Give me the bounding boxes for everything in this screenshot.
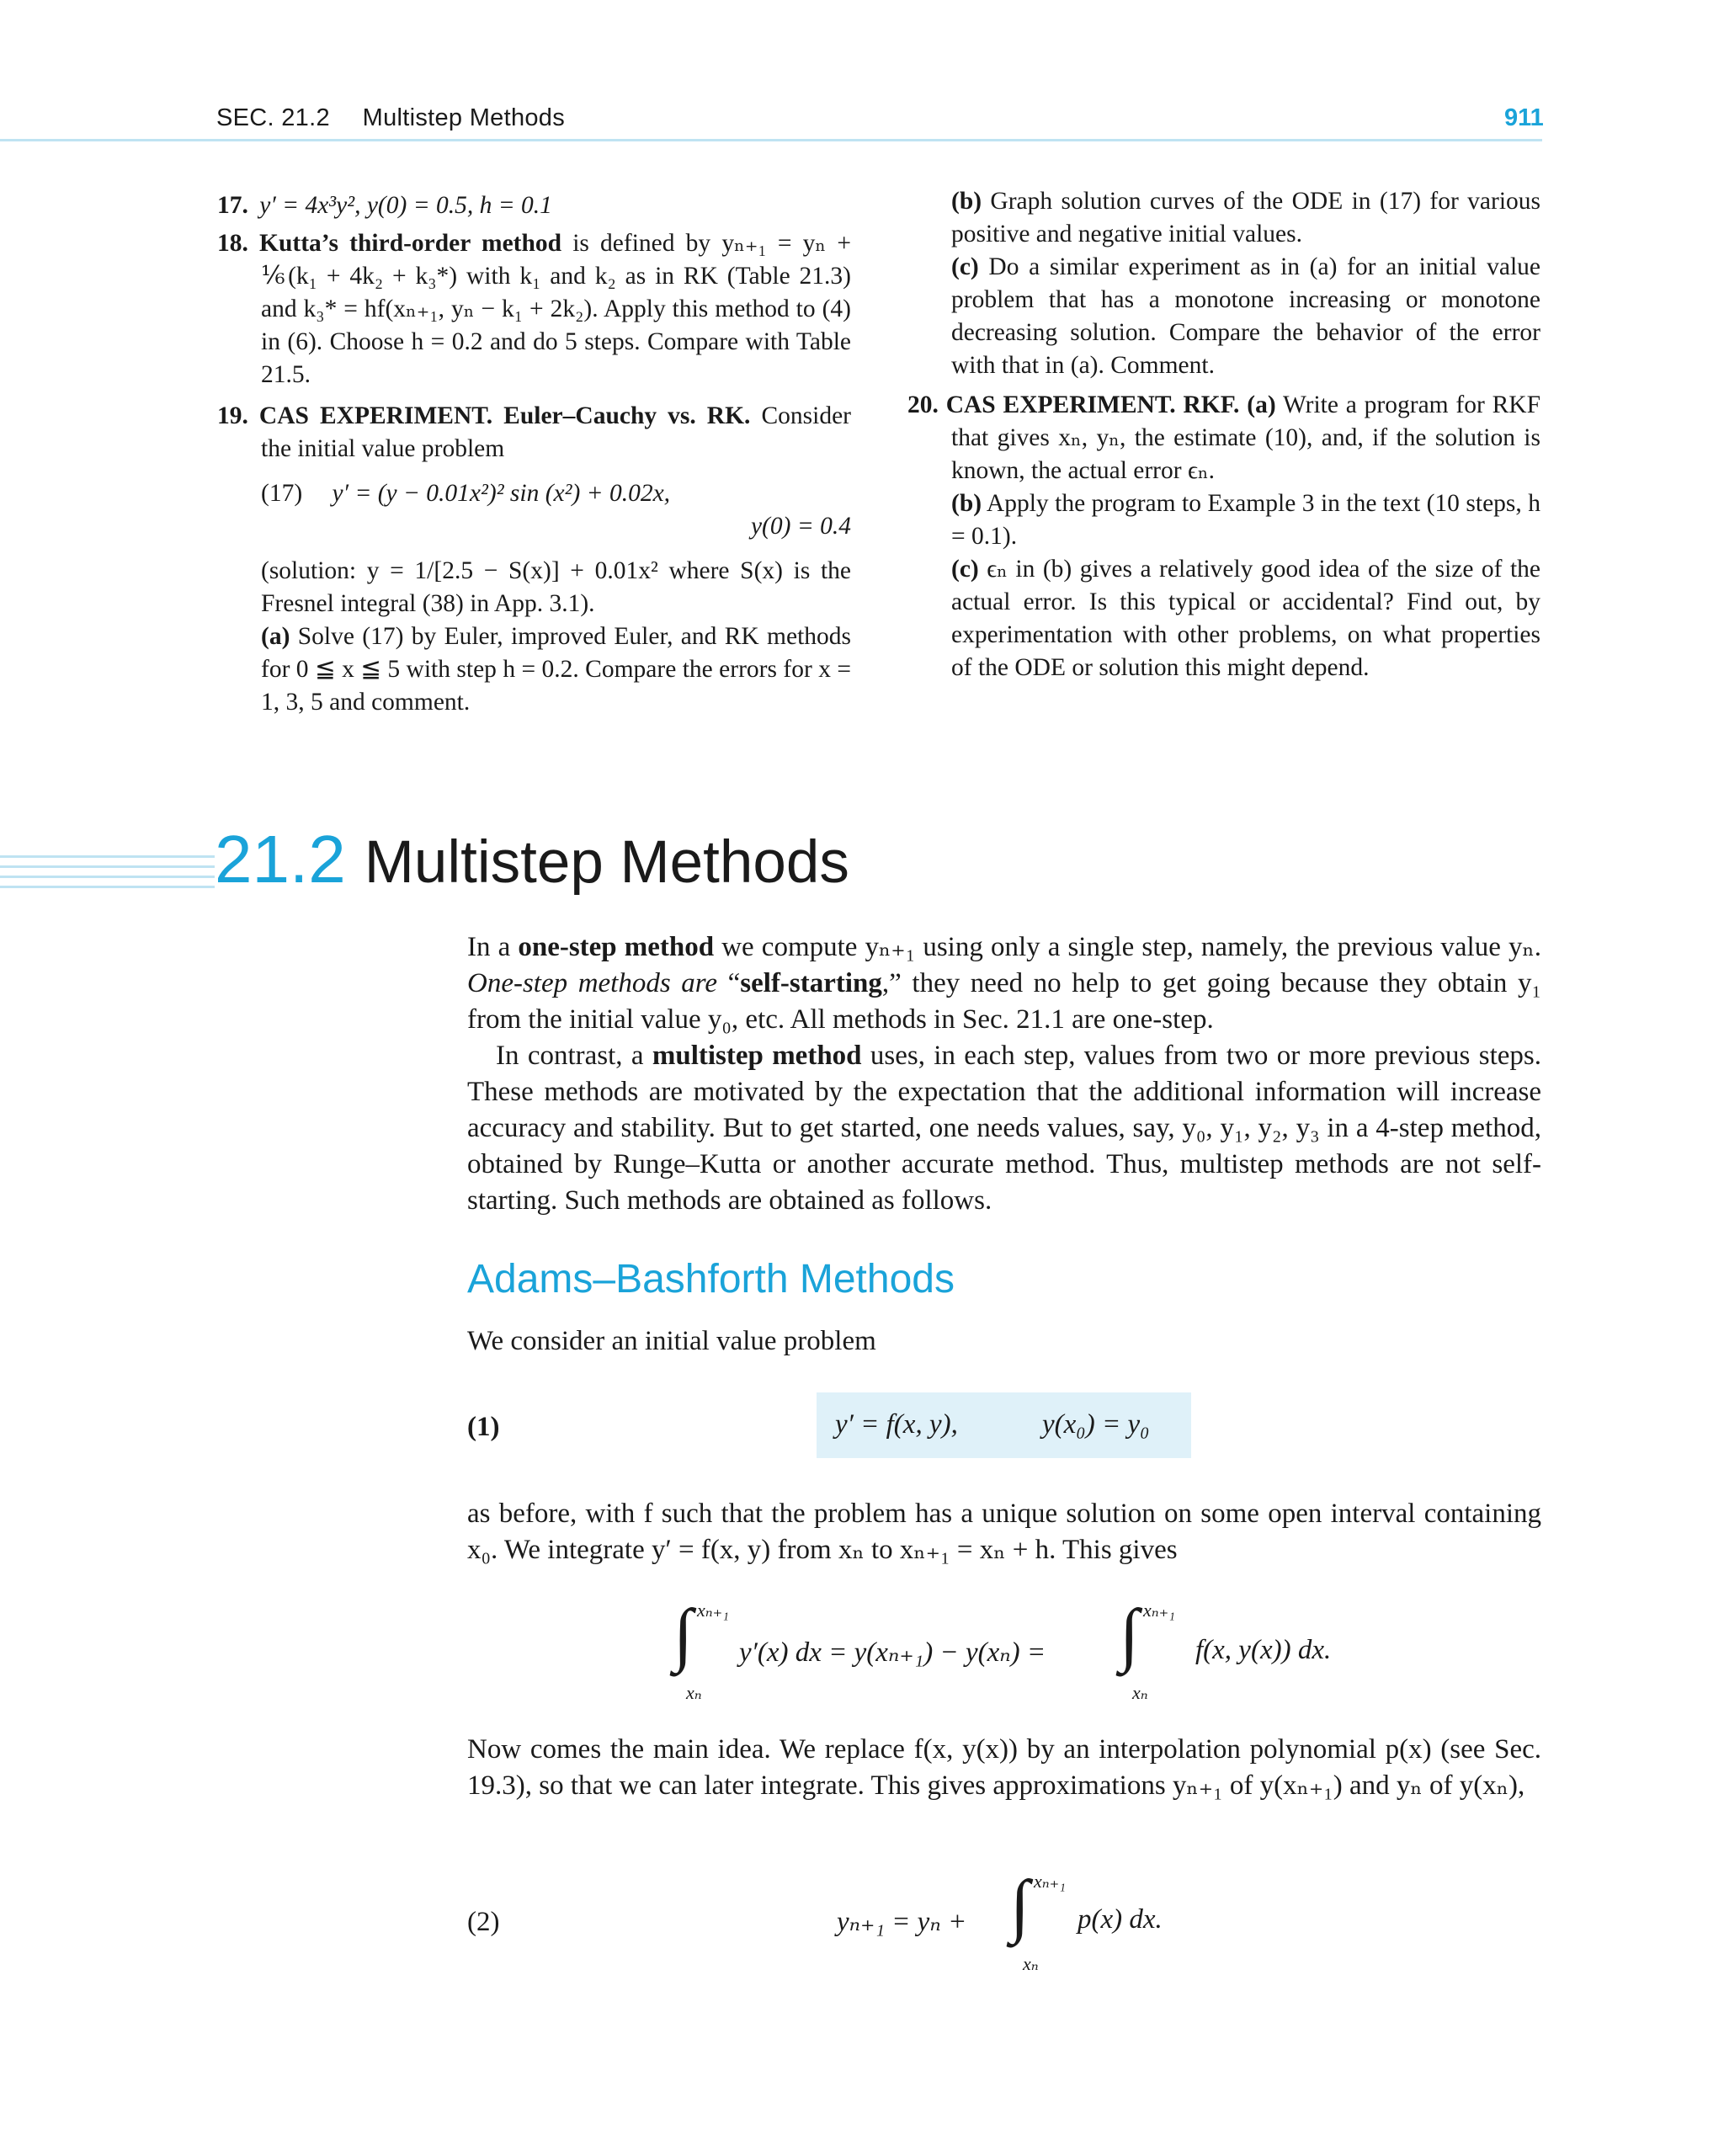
integral-3-upper: xₙ₊₁	[1034, 1871, 1066, 1892]
integral-sign-1: ∫	[673, 1595, 694, 1674]
problem-19-equation: (17) y′ = (y − 0.01x²)² sin (x²) + 0.02x, y(0) = 0.4	[261, 480, 851, 540]
integral-sign-3: ∫	[1010, 1866, 1030, 1945]
problem-20-title: CAS EXPERIMENT. RKF.	[945, 391, 1240, 418]
header-title: Multistep Methods	[362, 104, 566, 131]
paragraph-5: Now comes the main idea. We replace f(x, y(x)) by an interpolation polynomial p(x) (see Sec. 19.3), so that we can later integrate. This gives approximations yₙ₊₁ of y(xₙ₊₁) and yₙ of y(xₙ),	[467, 1734, 1541, 1801]
section-title: Multistep Methods	[364, 829, 849, 896]
eq1-label: (1)	[467, 1412, 500, 1442]
problem-18: 18. Kutta’s third-order method is defined by yₙ₊₁ = yₙ + ⅙(k₁ + 4k₂ + k₃*) with k₁ and k₂ as in RK (Table 21.3) and k₃* = hf(xₙ₊₁, yₙ − k₁ + 2k₂). Apply this method to (4) in (6). Choose h = 0.2 and do 5 steps. Compare with Table 21.5.	[217, 230, 851, 388]
eq1-right: y(x₀) = y₀	[1042, 1409, 1150, 1440]
problem-19-part-b: (b) Graph solution curves of the ODE in (17) for various positive and negative initial values.	[951, 188, 1540, 248]
page-number: 911	[1504, 104, 1544, 131]
section-heading	[215, 821, 858, 898]
section-number: 21.2	[215, 822, 346, 897]
integral-1-upper: xₙ₊₁	[697, 1600, 729, 1621]
integral-3-lower: xₙ	[1023, 1953, 1039, 1974]
eq1-left: y′ = f(x, y),	[835, 1409, 958, 1440]
problem-19-intro: Consider the initial value problem	[261, 402, 851, 462]
problem-19: 19. CAS EXPERIMENT. Euler–Cauchy vs. RK. Consider the initial value problem	[217, 402, 851, 462]
eq2-right: p(x) dx.	[1078, 1904, 1163, 1935]
eq2-label: (2)	[467, 1907, 500, 1937]
problem-17: 17. y′ = 4x³y², y(0) = 0.5, h = 0.1	[217, 192, 552, 219]
paragraph-1: In a one-step method we compute yₙ₊₁ using only a single step, namely, the previous value yₙ. One-step methods are “self-starting,” they need no help to get going because they obtain y₁ from the initial value y₀, etc. All methods in Sec. 21.1 are one-step.	[467, 932, 1542, 1035]
problem-19-solution: (solution: y = 1/[2.5 − S(x)] + 0.01x² where S(x) is the Fresnel integral (38) in App. 3.1).	[261, 557, 851, 617]
integral-2-lower: xₙ	[1132, 1682, 1148, 1703]
integral-1-lower: xₙ	[686, 1682, 702, 1703]
problem-18-text: is defined by yₙ₊₁ = yₙ + ⅙(k₁ + 4k₂ + k₃*) with k₁ and k₂ as in RK (Table 21.3) and k₃* = hf(xₙ₊₁, yₙ − k₁ + 2k₂). Apply this method to (4) in (6). Choose h = 0.2 and do 5 steps. Compare with Table 21.5.	[261, 230, 851, 388]
header-rule	[0, 139, 1542, 141]
section-body	[467, 929, 1541, 1219]
running-header	[216, 104, 565, 132]
subsection-heading: Adams–Bashforth Methods	[467, 1257, 955, 1302]
eq2-left: yₙ₊₁ = yₙ +	[837, 1907, 967, 1937]
paragraph-2: In contrast, a multistep method uses, in each step, values from two or more previous steps. These methods are motivated by the expectation that the additional information will increase accuracy and stability. But to get started, one needs values, say, y₀, y₁, y₂, y₃ in a 4-step method, obtained by Runge–Kutta or another accurate method. Thus, multistep methods are not self-starting. Such methods are obtained as follows.	[467, 1041, 1541, 1216]
problem-20: 20. CAS EXPERIMENT. RKF. (a) Write a program for RKF that gives xₙ, yₙ, the estimate (10), and, if the solution is known, the actual error ϵₙ.	[907, 391, 1541, 484]
problem-19-part-a: (a) Solve (17) by Euler, improved Euler, and RK methods for 0 ≦ x ≦ 5 with step h = 0.2. Compare the errors for x = 1, 3, 5 and comment.	[261, 623, 851, 716]
paragraph-4: as before, with f such that the problem has a unique solution on some open interval containing x₀. We integrate y′ = f(x, y) from xₙ to xₙ₊₁ = xₙ + h. This gives	[467, 1499, 1541, 1565]
integral-identity-right: f(x, y(x)) dx.	[1195, 1635, 1332, 1665]
integral-identity-middle: y′(x) dx = y(xₙ₊₁) − y(xₙ) =	[739, 1637, 1046, 1668]
problems-left-column	[217, 189, 851, 719]
problem-20-part-c: (c) ϵₙ in (b) gives a relatively good idea of the size of the actual error. Is this typical or accidental? Find out, by experimentation with other problems, on what properties of the ODE or solution this might depend.	[951, 556, 1540, 681]
problems-right-column	[907, 185, 1540, 684]
problem-18-title: Kutta’s third-order method	[259, 230, 562, 257]
problem-19-title: CAS EXPERIMENT. Euler–Cauchy vs. RK.	[258, 402, 751, 429]
header-section: SEC. 21.2	[216, 104, 330, 131]
paragraph-3: We consider an initial value problem	[467, 1326, 876, 1356]
problem-17-equation: y′ = 4x³y², y(0) = 0.5, h = 0.1	[259, 192, 552, 219]
integral-2-upper: xₙ₊₁	[1143, 1600, 1175, 1621]
problem-20-part-b: (b) Apply the program to Example 3 in the text (10 steps, h = 0.1).	[951, 490, 1540, 550]
problem-19-part-c: (c) Do a similar experiment as in (a) for an initial value problem that has a monotone increasing or monotone decreasing solution. Compare the behavior of the error with that in (a). Comment.	[951, 253, 1541, 379]
integral-sign-2: ∫	[1120, 1595, 1140, 1674]
